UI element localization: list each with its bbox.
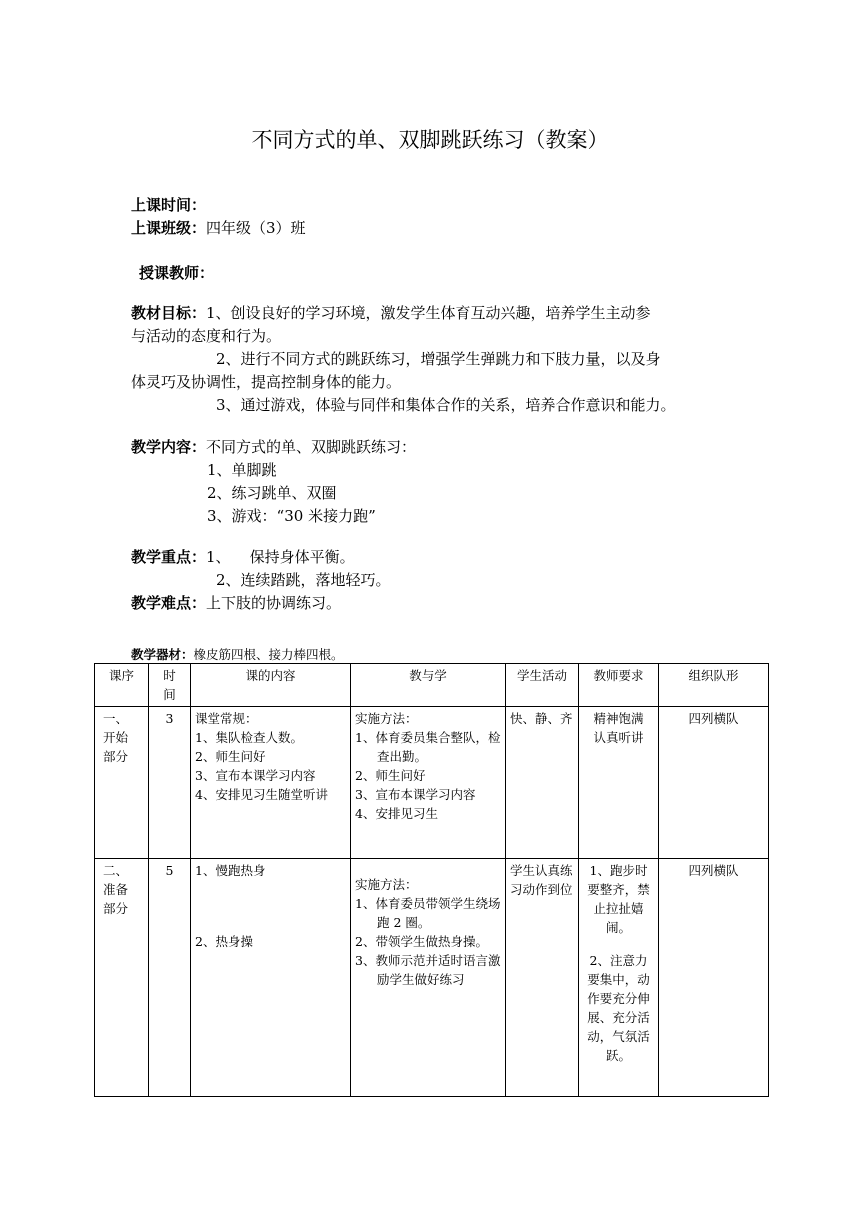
class-time <box>131 194 206 217</box>
teacher <box>139 262 214 285</box>
goal-1-line-1: 1、创设良好的学习环境，激发学生体育互动兴趣，培养学生主动参 <box>206 304 651 322</box>
header-content: 课的内容 <box>191 664 351 707</box>
row-order: 一、开始部分 <box>95 707 149 859</box>
content-step: 3、宣布本课学习内容 <box>195 768 316 783</box>
teaching-content <box>131 436 416 459</box>
header-formation: 组织队形 <box>659 664 769 707</box>
content-item: 2、练习跳单、双圈 <box>207 484 337 502</box>
goal-1 <box>131 302 651 325</box>
content-value: 不同方式的单、双脚跳跃练习： <box>206 438 417 456</box>
class-group-value: 四年级（3）班 <box>206 219 306 237</box>
equipment-value: 橡皮筋四根、接力棒四根。 <box>193 647 344 662</box>
row-time: 3 <box>149 707 191 859</box>
header-order: 课序 <box>95 664 149 707</box>
goal-2-line-1: 2、进行不同方式的跳跃练习，增强学生弹跳力和下肢力量，以及身 <box>216 350 661 368</box>
goal-2-line-2: 体灵巧及协调性，提高控制身体的能力。 <box>131 373 402 391</box>
method-title: 实施方法： <box>355 877 418 892</box>
row-formation: 四列横队 <box>659 707 769 859</box>
requirement-item: 2、注意力要集中，动作要充分伸展、充分活动，气氛活跃。 <box>587 953 650 1063</box>
content-step: 2、热身操 <box>195 934 253 949</box>
content-step: 1、集队检查人数。 <box>195 730 303 745</box>
content-step: 4、安排见习生随堂听讲 <box>195 787 328 802</box>
table-row <box>95 859 769 1097</box>
class-time-label: 上课时间： <box>131 196 207 214</box>
method-step: 2、带领学生做热身操。 <box>355 934 488 949</box>
difficulty-label: 教学难点： <box>131 594 207 612</box>
method-title: 实施方法： <box>355 711 418 726</box>
header-requirement: 教师要求 <box>579 664 659 707</box>
content-step: 2、师生问好 <box>195 749 266 764</box>
equipment <box>131 647 344 663</box>
teacher-label: 授课教师： <box>139 264 215 282</box>
row-method <box>351 707 506 859</box>
goal-3: 3、通过游戏，体验与同伴和集体合作的关系，培养合作意识和能力。 <box>216 396 676 414</box>
equipment-label: 教学器材： <box>131 647 194 662</box>
row-activity: 快、静、齐 <box>506 707 579 859</box>
header-method: 教与学 <box>351 664 506 707</box>
focus-item-2: 2、连续踏跳，落地轻巧。 <box>216 571 391 589</box>
row-content <box>191 707 351 859</box>
class-group-label: 上课班级： <box>131 219 207 237</box>
row-activity: 学生认真练习动作到位 <box>506 859 579 1097</box>
method-step: 1、体育委员带领学生绕场跑 2 圈。 <box>355 896 501 930</box>
row-order: 二、准备部分 <box>95 859 149 1097</box>
row-content <box>191 859 351 1097</box>
table-header-row <box>95 664 769 707</box>
content-title: 课堂常规： <box>195 711 258 726</box>
method-step: 3、教师示范并适时语言激励学生做好练习 <box>355 953 501 987</box>
lesson-plan-table <box>94 663 769 1097</box>
page-title: 不同方式的单、双脚跳跃练习（教案） <box>251 128 609 152</box>
content-item: 1、单脚跳 <box>207 461 277 479</box>
row-method <box>351 859 506 1097</box>
method-step: 1、体育委员集合整队，检查出勤。 <box>355 730 501 764</box>
row-time: 5 <box>149 859 191 1097</box>
row-formation: 四列横队 <box>659 859 769 1097</box>
difficulty-value: 上下肢的协调练习。 <box>206 594 342 612</box>
row-requirement <box>579 859 659 1097</box>
goals-label: 教材目标： <box>131 304 207 322</box>
content-step: 1、慢跑热身 <box>195 863 266 878</box>
content-item: 3、游戏：“30 米接力跑” <box>207 507 376 525</box>
row-requirement: 精神饱满认真听讲 <box>579 707 659 859</box>
header-activity: 学生活动 <box>506 664 579 707</box>
teaching-focus <box>131 546 355 569</box>
teaching-difficulty <box>131 592 341 615</box>
method-step: 2、师生问好 <box>355 768 426 783</box>
requirement-item: 1、跑步时要整齐，禁止拉扯嬉闹。 <box>587 863 650 935</box>
goal-1-line-2: 与活动的态度和行为。 <box>131 327 282 345</box>
method-step: 3、宣布本课学习内容 <box>355 787 476 802</box>
table-row <box>95 707 769 859</box>
focus-label: 教学重点： <box>131 548 207 566</box>
content-label: 教学内容： <box>131 438 207 456</box>
focus-item-1: 1、 保持身体平衡。 <box>206 548 355 566</box>
method-step: 4、安排见习生 <box>355 806 438 821</box>
header-time: 时间 <box>149 664 191 707</box>
class-group <box>131 217 306 240</box>
